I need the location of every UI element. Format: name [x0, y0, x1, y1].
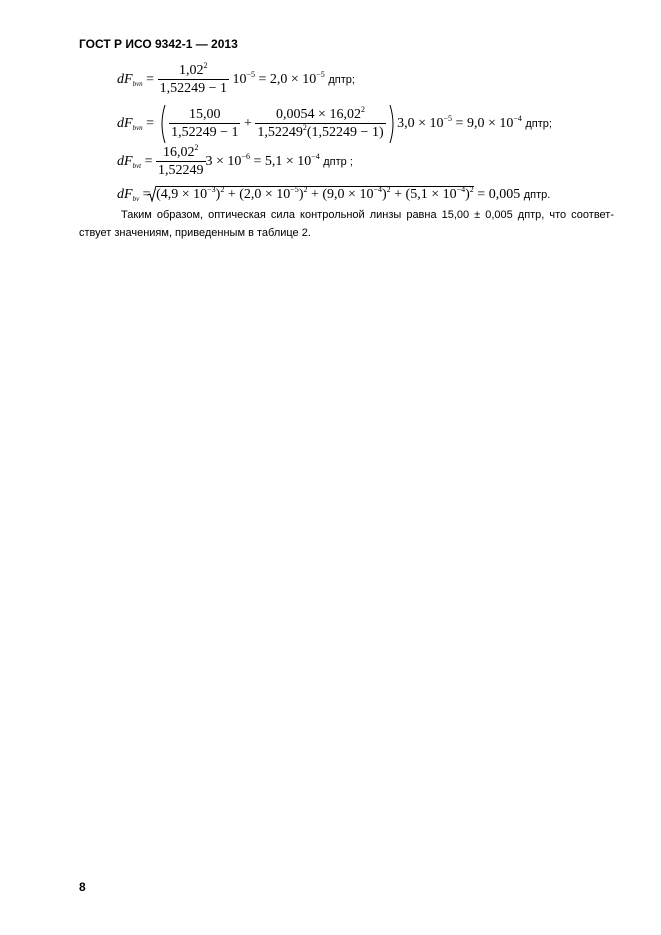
equation-2: [117, 104, 552, 144]
eq4-f: F: [124, 187, 133, 202]
eq1-unit: дптр;: [328, 74, 355, 87]
eq1-f: F: [124, 72, 133, 88]
eq4-plus-2: +: [310, 187, 319, 202]
eq4-result: = 0,005: [477, 187, 521, 202]
eq1-fraction: [158, 63, 229, 97]
eq3-multiplier: $3 \times 10^{-6}$: [205, 152, 250, 170]
eq4-term-4: $(5,1 \times 10^{-4})^2$: [405, 185, 474, 202]
eq3-subscript: bvt: [132, 162, 142, 171]
eq3-numerator: 16,02$^2$: [163, 143, 199, 160]
eq2-d: d: [117, 116, 124, 132]
eq4-term-3: $(9,0 \times 10^{-4})^2$: [322, 185, 391, 202]
eq4-d: d: [117, 187, 124, 202]
eq3-d: d: [117, 154, 124, 170]
eq4-plus-1: +: [227, 187, 236, 202]
eq1-result: = $2,0 \times 10^{-5}$: [258, 70, 325, 88]
eq1-equals: =: [146, 72, 155, 88]
eq2-f1-denominator: 1,52249 − 1: [171, 125, 239, 140]
page-number: 8: [79, 880, 86, 894]
eq1-multiplier: $10^{-5}$: [232, 70, 255, 88]
eq2-plus: +: [243, 116, 252, 132]
eq3-denominator: 1,52249: [158, 163, 204, 178]
eq2-f2-numerator: $0,0054 \times 16,02^2$: [276, 105, 365, 122]
eq1-d: d: [117, 72, 124, 88]
equation-1: [117, 63, 355, 97]
sqrt-sign-icon: [147, 186, 156, 202]
eq3-equals: =: [144, 154, 153, 170]
conclusion-text: Таким образом, оптическая сила контрольной линзы равна 15,00 ± 0,005 дптр, что соответ-ствует значениям, приведенным в таблице 2.: [79, 209, 614, 239]
equation-4: [117, 186, 550, 203]
conclusion-paragraph: [79, 206, 614, 242]
eq4-term-2: $(2,0 \times 10^{-5})^2$: [239, 185, 308, 202]
eq4-equals: =: [142, 187, 151, 202]
eq1-numerator: 1,02$^2$: [179, 61, 208, 78]
eq4-unit: дптр.: [523, 189, 551, 201]
eq2-f: F: [124, 116, 133, 132]
eq2-right-paren: [389, 104, 397, 144]
eq3-result: = $5,1 \times 10^{-4}$: [253, 152, 320, 170]
eq2-left-paren: [158, 104, 166, 144]
eq2-fraction-1: [169, 107, 240, 141]
eq2-tail: $3,0 \times 10^{-5}$: [397, 114, 453, 132]
eq3-f: F: [124, 154, 133, 170]
eq4-term-1: $(4,9 \times 10^{-3})^2$: [156, 185, 225, 202]
eq2-subscript: bvn: [132, 124, 143, 133]
sqrt-radical: [156, 186, 474, 203]
eq2-result: = $9,0 \times 10^{-4}$: [455, 114, 522, 132]
eq3-unit: дптр ;: [323, 156, 353, 169]
document-header: ГОСТ Р ИСО 9342-1 — 2013: [79, 37, 238, 51]
eq2-fraction-2: [255, 107, 385, 141]
eq2-equals: =: [146, 116, 155, 132]
eq1-denominator: 1,52249 − 1: [159, 81, 227, 96]
eq3-fraction: [156, 145, 206, 179]
eq4-plus-3: +: [394, 187, 403, 202]
eq4-subscript: bv: [132, 195, 140, 203]
equation-3: [117, 145, 353, 179]
eq1-subscript: bvn: [132, 80, 143, 89]
eq2-unit: дптр;: [525, 118, 552, 131]
eq2-f2-denominator: $1,52249^2(1,52249 - 1)$: [257, 123, 384, 140]
eq2-f1-numerator: 15,00: [189, 107, 221, 122]
